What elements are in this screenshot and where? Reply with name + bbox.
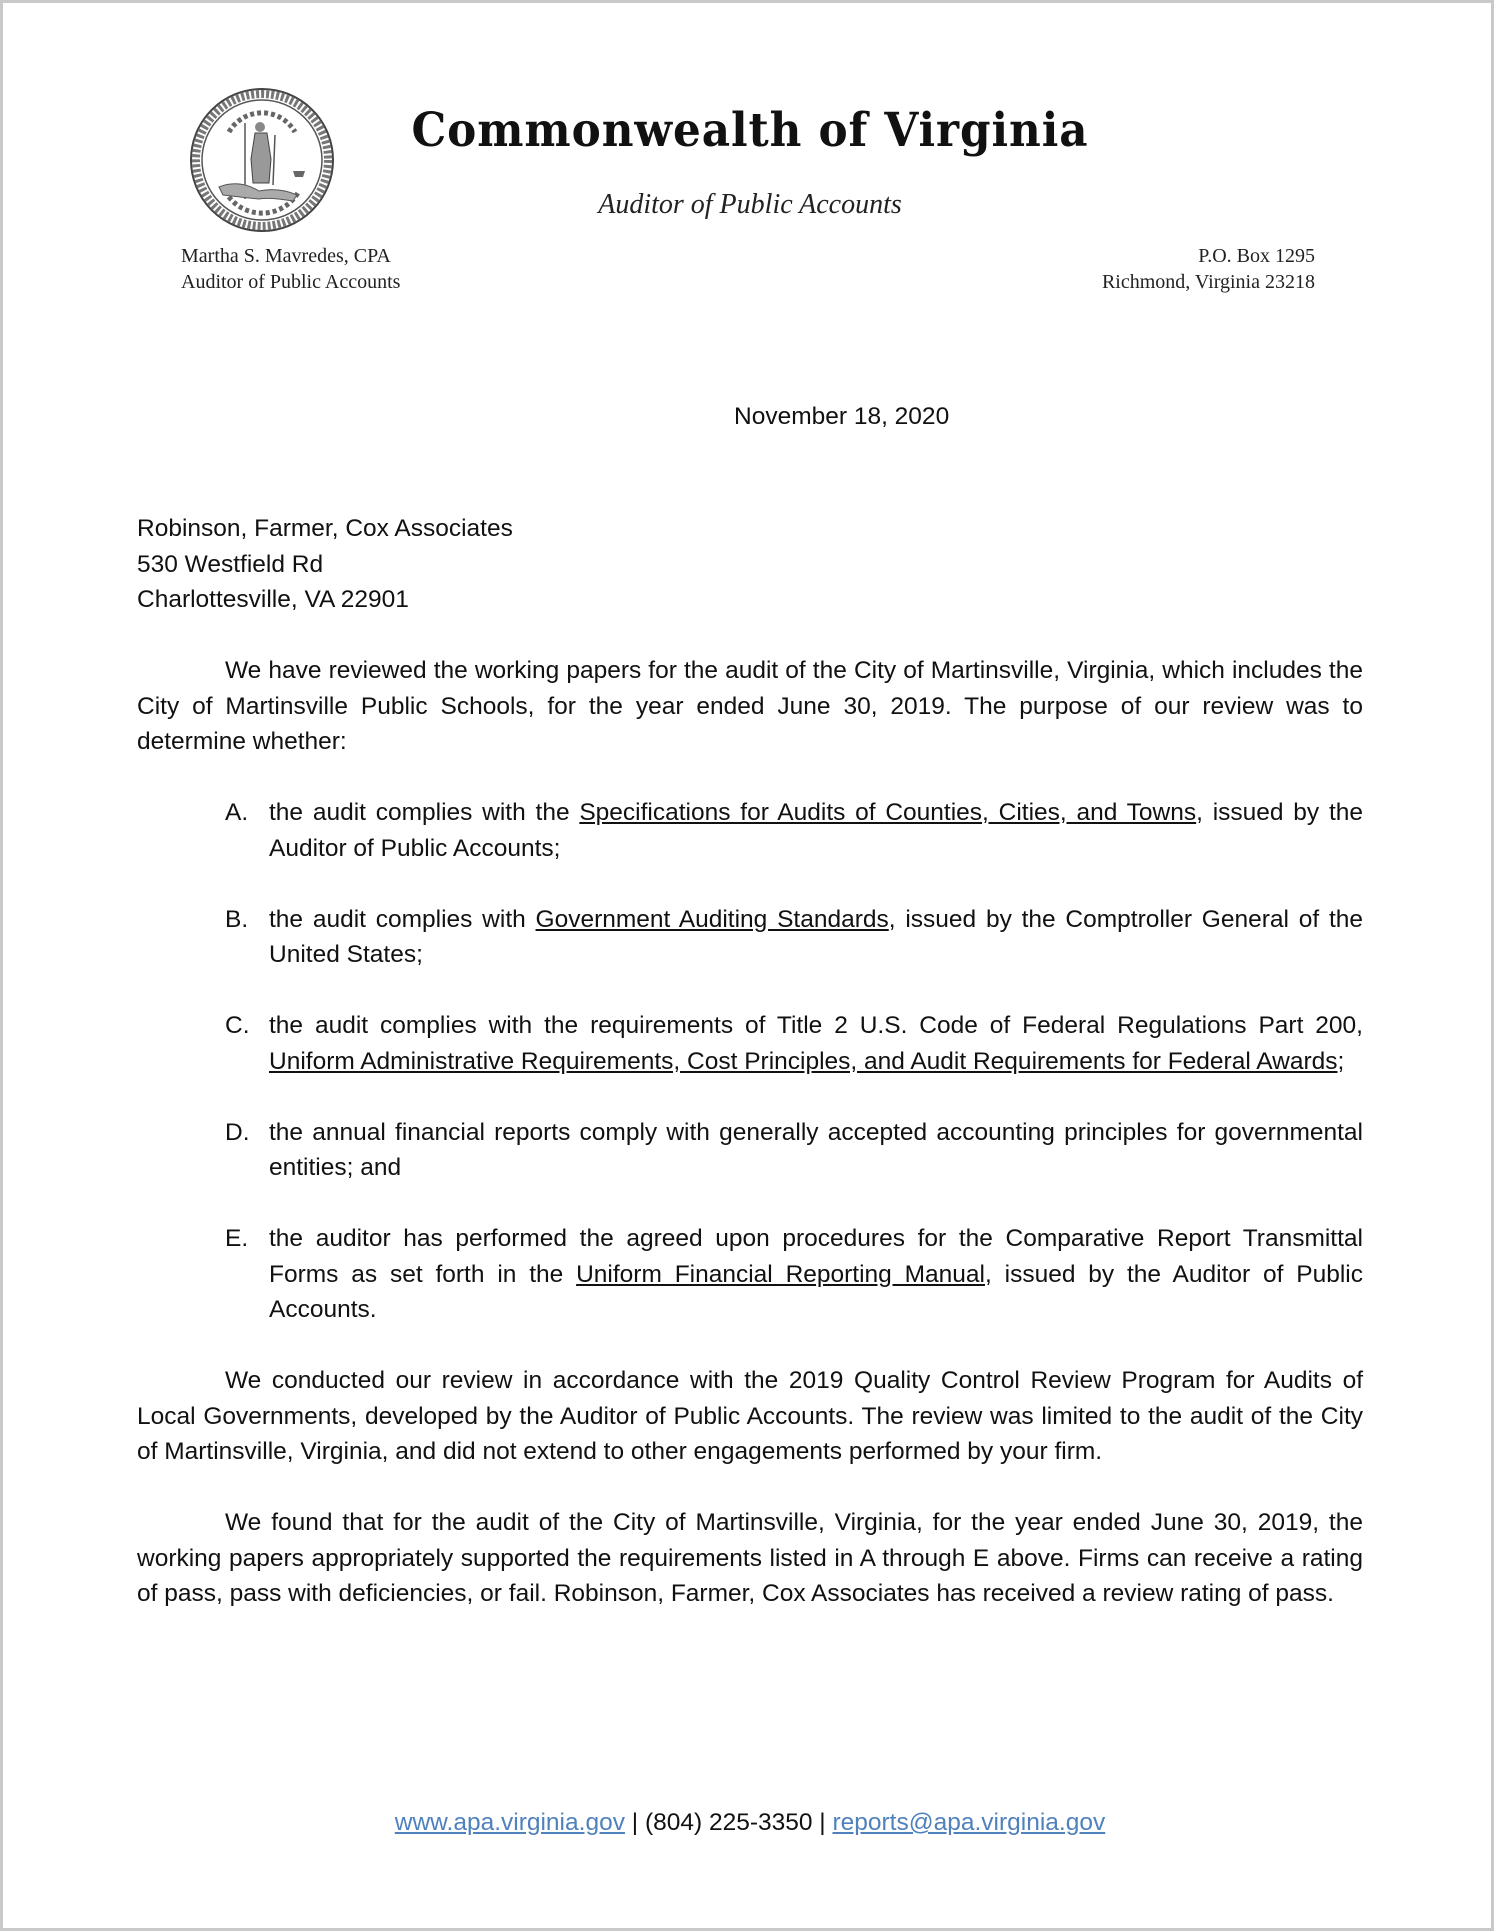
item-text: the annual financial reports comply with generally accepted accounting principles for governmental entities; and [269,1118,1363,1181]
letterhead-subtitle: Auditor of Public Accounts [598,189,902,220]
footer-separator: | [624,1809,645,1836]
item-text: , issued by the Auditor of Public Accounts. [269,1260,1363,1323]
criteria-item-b [137,902,1363,973]
letterhead-title: Commonwealth of Virginia [411,103,1089,158]
criteria-item-c [137,1008,1363,1079]
document-title-reference: Government Auditing Standards [535,905,889,933]
criteria-item-a [137,795,1363,866]
office-city: Richmond, Virginia 23218 [1101,271,1315,293]
footer-separator: | [812,1809,833,1836]
letterhead-mailing-address [1102,243,1315,295]
recipient-city: Charlottesville, VA 22901 [137,586,409,613]
item-text: the audit complies with the requirements of Title 2 U.S. Code of Federal Regulations Part 200, [269,1012,1363,1039]
auditor-role: Auditor of Public Accounts [181,271,401,293]
document-title-reference: Specifications for Audits of Counties, Cities, and Towns [579,799,1197,826]
list-marker: B. [225,905,249,933]
recipient-street: 530 Westfield Rd [137,550,324,578]
item-text: , issued by the Comptroller General of the United States; [269,905,1364,968]
review-criteria-list [137,795,1363,1328]
intro-paragraph: We have reviewed the working papers for the audit of the City of Martinsville, Virginia, which includes the City of Martinsville Public Schools, for the year ended June 30, 2019. The purpose of our review was to determine whether: [137,657,1363,755]
criteria-item-e [137,1221,1363,1328]
letter-body [137,653,1363,1647]
po-box: P.O. Box 1295 [1198,245,1315,267]
letter-footer [3,1809,1494,1837]
list-marker: D. [225,1118,250,1146]
phone-number: (804) 225-3350 [644,1809,813,1836]
website-link[interactable]: www.apa.virginia.gov [394,1809,625,1836]
document-title-reference: Uniform Administrative Requirements, Cost Principles, and Audit Requirements for Federal Awards [269,1047,1338,1075]
list-marker: E. [225,1225,249,1252]
recipient-address [137,511,513,618]
list-marker: A. [225,799,249,826]
recipient-name: Robinson, Farmer, Cox Associates [137,515,513,542]
review-scope-paragraph: We conducted our review in accordance with the 2019 Quality Control Review Program for Audits of Local Governments, developed by the Auditor of Public Accounts. The review was limited to the audit of the City of Martinsville, Virginia, and did not extend to other engagements performed by your firm. [137,1367,1363,1465]
item-text: ; [1337,1047,1345,1075]
auditor-name: Martha S. Mavredes, CPA [181,245,391,267]
item-text: the auditor has performed the agreed upon procedures for the Comparative Report Transmittal Forms as set forth in the [269,1225,1363,1288]
item-text: , issued by the Auditor of Public Accounts; [269,799,1363,862]
item-text: the audit complies with [269,905,536,933]
item-text: the audit complies with the [269,799,580,826]
document-title-reference: Uniform Financial Reporting Manual [576,1260,985,1288]
letterhead-auditor-block [181,243,400,295]
letter-date: November 18, 2020 [734,403,950,430]
review-result-paragraph: We found that for the audit of the City of Martinsville, Virginia, for the year ended June 30, 2019, the working papers appropriately supported the requirements listed in A through E above. Firms can receive a rating of pass, pass with deficiencies, or fail. Robinson, Farmer, Cox Associates has received a review rating of pass. [137,1509,1363,1607]
email-link[interactable]: reports@apa.virginia.gov [832,1809,1106,1836]
list-marker: C. [225,1012,250,1039]
criteria-item-d [137,1115,1363,1186]
